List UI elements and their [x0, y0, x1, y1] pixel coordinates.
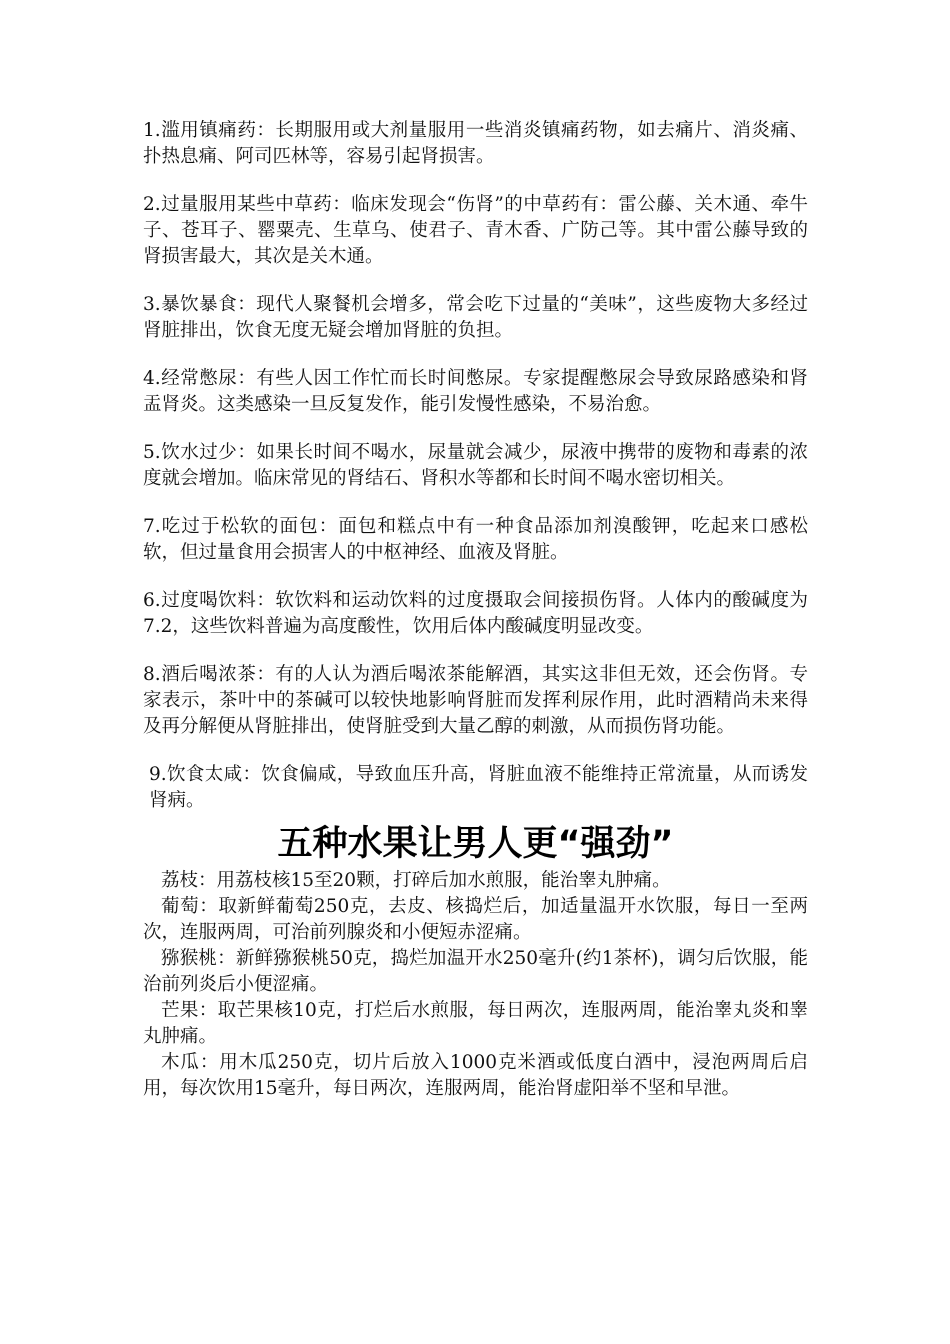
item-beverages: 6.过度喝饮料：软饮料和运动饮料的过度摄取会间接损伤肾。人体内的酸碱度为7.2，这些饮料普遍为高度酸性，饮用后体内酸碱度明显改变。: [143, 590, 808, 637]
item-painkillers: 1.滥用镇痛药：长期服用或大剂量服用一些消炎镇痛药物，如去痛片、消炎痛、扑热息痛、阿司匹林等，容易引起肾损害。: [143, 120, 808, 167]
item-herbal-medicine: 2.过量服用某些中草药：临床发现会“伤肾”的中草药有：雷公藤、关木通、牵牛子、苍耳子、罂粟壳、生草乌、使君子、青木香、广防己等。其中雷公藤导致的肾损害最大，其次是关木通。: [143, 194, 808, 267]
section-heading: 五种水果让男人更“强劲”: [277, 824, 674, 864]
fruit-lychee: 荔枝：用荔枝核15至20颗，打碎后加水煎服，能治睾丸肿痛。: [161, 870, 671, 891]
fruit-kiwi: 猕猴桃：新鲜猕猴桃50克，捣烂加温开水250毫升(约1茶杯)，调匀后饮服，能治前列炎后小便涩痛。: [143, 948, 808, 995]
fruit-papaya: 木瓜：用木瓜250克，切片后放入1000克米酒或低度白酒中，浸泡两周后启用，每次饮用15毫升，每日两次，连服两周，能治肾虚阳举不坚和早泄。: [143, 1052, 808, 1099]
item-overeating: 3.暴饮暴食：现代人聚餐机会增多，常会吃下过量的“美味”，这些废物大多经过肾脏排出，饮食无度无疑会增加肾脏的负担。: [143, 294, 808, 341]
item-strong-tea: 8.酒后喝浓茶：有的人认为酒后喝浓茶能解酒，其实这非但无效，还会伤肾。专家表示，茶叶中的茶碱可以较快地影响肾脏而发挥利尿作用，此时酒精尚未来得及再分解便从肾脏排出，使肾脏受到大量乙醇的刺激，从而损伤肾功能。: [143, 664, 808, 737]
item-holding-urine: 4.经常憋尿：有些人因工作忙而长时间憋尿。专家提醒憋尿会导致尿路感染和肾盂肾炎。这类感染一旦反复发作，能引发慢性感染，不易治愈。: [143, 368, 808, 415]
fruit-grape: 葡萄：取新鲜葡萄250克，去皮、核捣烂后，加适量温开水饮服，每日一至两次，连服两周，可治前列腺炎和小便短赤涩痛。: [143, 896, 808, 943]
fruit-mango: 芒果：取芒果核10克，打烂后水煎服，每日两次，连服两周，能治睾丸炎和睾丸肿痛。: [143, 1000, 808, 1047]
item-soft-bread: 7.吃过于松软的面包：面包和糕点中有一种食品添加剂溴酸钾，吃起来口感松软，但过量食用会损害人的中枢神经、血液及肾脏。: [143, 516, 808, 563]
item-low-water: 5.饮水过少：如果长时间不喝水，尿量就会减少，尿液中携带的废物和毒素的浓度就会增加。临床常见的肾结石、肾积水等都和长时间不喝水密切相关。: [143, 442, 808, 489]
item-salty-food: 9.饮食太咸：饮食偏咸，导致血压升高，肾脏血液不能维持正常流量，从而诱发肾病。: [149, 764, 808, 811]
document-page: [143, 118, 808, 1102]
